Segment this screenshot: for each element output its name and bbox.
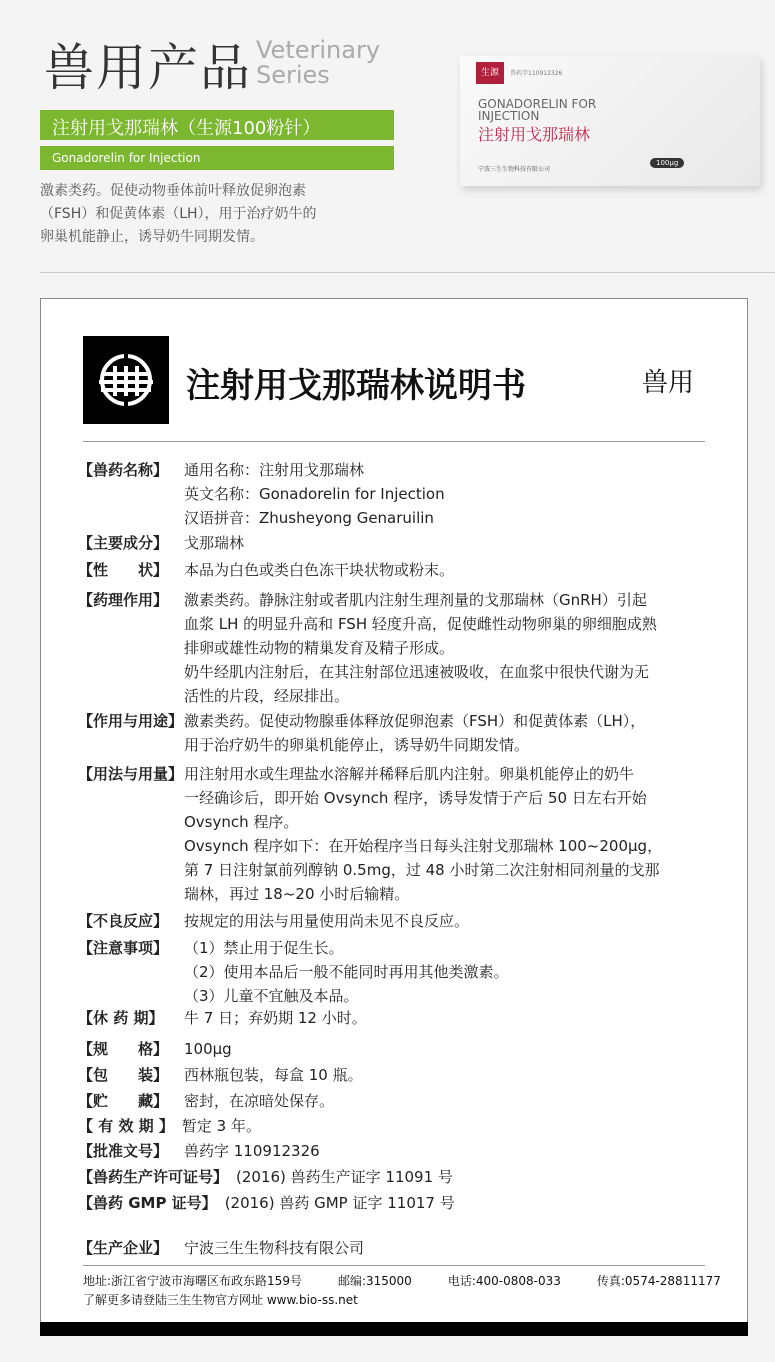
value-line: (2016) 兽药生产证字 11091 号 <box>236 1168 453 1186</box>
company-logo-icon <box>83 336 169 424</box>
fax: 传真:0574-28811177 <box>596 1274 721 1288</box>
product-name: 注射用戈那瑞林（生源100粉针） <box>40 110 394 140</box>
divider <box>40 272 775 273</box>
field-value <box>184 1006 714 1030</box>
series-en-line: Veterinary <box>256 36 381 64</box>
field-label: 【 有 效 期 】 <box>78 1117 174 1135</box>
value-line: 兽药字 110912326 <box>184 1142 320 1160</box>
field-row <box>78 709 714 757</box>
field-value <box>184 709 714 757</box>
footer <box>83 1272 757 1310</box>
brand-logo: 生源 <box>476 62 504 84</box>
field-value <box>184 531 714 555</box>
value-line: 血浆 LH 的明显升高和 FSH 轻度升高，促使雌性动物卵巢的卵细胞成熟 <box>184 615 657 633</box>
field-label: 【兽药 GMP 证号】 <box>78 1194 217 1212</box>
field-row <box>78 588 714 708</box>
address: 地址:浙江省宁波市海曙区布政东路159号 <box>83 1274 302 1288</box>
desc-line: 激素类药。促使动物垂体前叶释放促卵泡素 <box>40 183 306 199</box>
value-line: 戈那瑞林 <box>184 534 245 552</box>
box-company: 宁波三生生物科技有限公司 <box>478 166 551 173</box>
value-line: 激素类药。促使动物腺垂体释放促卵泡素（FSH）和促黄体素（LH）， <box>184 712 646 730</box>
value-line: 活性的片段，经尿排出。 <box>184 687 350 705</box>
value-line: （2）使用本品后一般不能同时再用其他类激素。 <box>184 963 509 981</box>
box-name-cn: 注射用戈那瑞林 <box>478 125 591 144</box>
field-row <box>78 531 714 555</box>
field-row <box>78 936 714 1008</box>
field-label: 【休 药 期】 <box>78 1009 164 1027</box>
product-box-image <box>460 56 760 186</box>
field-label: 【作用与用途】 <box>78 712 184 730</box>
value-line: 西林瓶包装，每盒 10 瓶。 <box>184 1066 363 1084</box>
field-label: 【批准文号】 <box>78 1142 169 1160</box>
phone: 电话:400-0808-033 <box>447 1274 561 1288</box>
field-row <box>78 558 714 582</box>
product-name-en: Gonadorelin for Injection <box>40 146 394 170</box>
field-value <box>184 1037 714 1061</box>
field-row <box>78 1139 714 1163</box>
value-line: 牛 7 日；弃奶期 12 小时。 <box>184 1009 367 1027</box>
box-name-en: GONADORELIN FOR INJECTION <box>478 97 597 123</box>
value-line: 通用名称：注射用戈那瑞林 <box>184 461 365 479</box>
value-line: 奶牛经肌内注射后，在其注射部位迅速被吸收，在血浆中很快代谢为无 <box>184 663 650 681</box>
field-value <box>225 1191 755 1215</box>
field-label: 【用法与用量】 <box>78 765 184 783</box>
desc-line: 卵巢机能静止，诱导奶牛同期发情。 <box>40 229 264 245</box>
field-row <box>78 1006 714 1030</box>
value-line: 瑞林，再过 18~20 小时后输精。 <box>184 885 410 903</box>
field-value <box>182 1114 712 1138</box>
field-value <box>184 1139 714 1163</box>
field-label: 【主要成分】 <box>78 534 169 552</box>
value-line: 用于治疗奶牛的卵巢机能停止，诱导奶牛同期发情。 <box>184 736 530 754</box>
field-row <box>78 909 714 933</box>
document-title: 注射用戈那瑞林说明书 <box>186 366 526 406</box>
desc-line: （FSH）和促黄体素（LH），用于治疗奶牛的 <box>40 206 317 222</box>
field-row <box>78 1165 766 1189</box>
field-row <box>78 458 714 530</box>
product-description <box>40 180 400 249</box>
value-line: 一经确诊后，即开始 Ovsynch 程序，诱导发情于产后 50 日左右开始 <box>184 789 647 807</box>
field-label: 【包 装】 <box>78 1066 169 1084</box>
field-row <box>78 1089 714 1113</box>
field-label: 【生产企业】 <box>78 1239 169 1257</box>
field-label: 【注意事项】 <box>78 939 169 957</box>
bottom-bar <box>40 1322 748 1336</box>
value-line: 密封，在凉暗处保存。 <box>184 1092 335 1110</box>
value-line: 用注射用水或生理盐水溶解并稀释后肌内注射。卵巢机能停止的奶牛 <box>184 765 635 783</box>
value-line: Ovsynch 程序如下：在开始程序当日每头注射戈那瑞林 100~200μg， <box>184 837 663 855</box>
field-value <box>184 588 714 708</box>
field-row <box>78 1114 712 1138</box>
value-line: 100μg <box>184 1040 232 1058</box>
field-row <box>78 1236 714 1260</box>
field-value <box>236 1165 766 1189</box>
field-label: 【兽药名称】 <box>78 461 169 479</box>
field-value <box>184 1063 714 1087</box>
field-label: 【不良反应】 <box>78 912 169 930</box>
field-value <box>184 762 714 906</box>
field-label: 【规 格】 <box>78 1040 169 1058</box>
value-line: (2016) 兽药 GMP 证字 11017 号 <box>224 1194 455 1212</box>
value-line: 宁波三生生物科技有限公司 <box>184 1239 365 1257</box>
field-row <box>78 1063 714 1087</box>
value-line: （3）儿童不宜触及本品。 <box>184 987 359 1005</box>
field-value <box>184 458 714 530</box>
value-line: 排卵或雄性动物的精巢发育及精子形成。 <box>184 639 455 657</box>
website: 了解更多请登陆三生生物官方网址 www.bio-ss.net <box>83 1293 358 1307</box>
series-title-en <box>256 38 380 88</box>
value-line: 第 7 日注射氯前列醇钠 0.5mg，过 48 小时第二次注射相同剂量的戈那 <box>184 861 660 879</box>
field-label: 【药理作用】 <box>78 591 169 609</box>
postcode: 邮编:315000 <box>337 1274 412 1288</box>
field-value <box>184 1236 714 1260</box>
divider <box>83 441 705 442</box>
field-label: 【兽药生产许可证号】 <box>78 1168 229 1186</box>
divider <box>83 1265 705 1266</box>
field-value <box>184 558 714 582</box>
field-value <box>184 909 714 933</box>
series-en-line: Series <box>256 61 330 89</box>
field-row <box>78 762 714 906</box>
box-spec: 100μg <box>650 158 684 168</box>
field-label: 【性 状】 <box>78 561 169 579</box>
veterinary-tag: 兽用 <box>642 368 695 398</box>
value-line: 激素类药。静脉注射或者肌内注射生理剂量的戈那瑞林（GnRH）引起 <box>184 591 647 609</box>
value-line: 本品为白色或类白色冻干块状物或粉末。 <box>184 561 455 579</box>
field-value <box>184 1089 714 1113</box>
box-approval: 兽药字110912326 <box>510 70 563 77</box>
value-line: 暂定 3 年。 <box>181 1117 261 1135</box>
field-label: 【贮 藏】 <box>78 1092 169 1110</box>
value-line: 英文名称：Gonadorelin for Injection <box>184 485 445 503</box>
value-line: 汉语拼音：Zhusheyong Genaruilin <box>184 509 434 527</box>
value-line: 按规定的用法与用量使用尚未见不良反应。 <box>184 912 470 930</box>
series-title: 兽用产品 <box>44 39 252 97</box>
field-row <box>78 1191 755 1215</box>
value-line: （1）禁止用于促生长。 <box>184 939 344 957</box>
field-row <box>78 1037 714 1061</box>
value-line: Ovsynch 程序。 <box>184 813 299 831</box>
field-value <box>184 936 714 1008</box>
